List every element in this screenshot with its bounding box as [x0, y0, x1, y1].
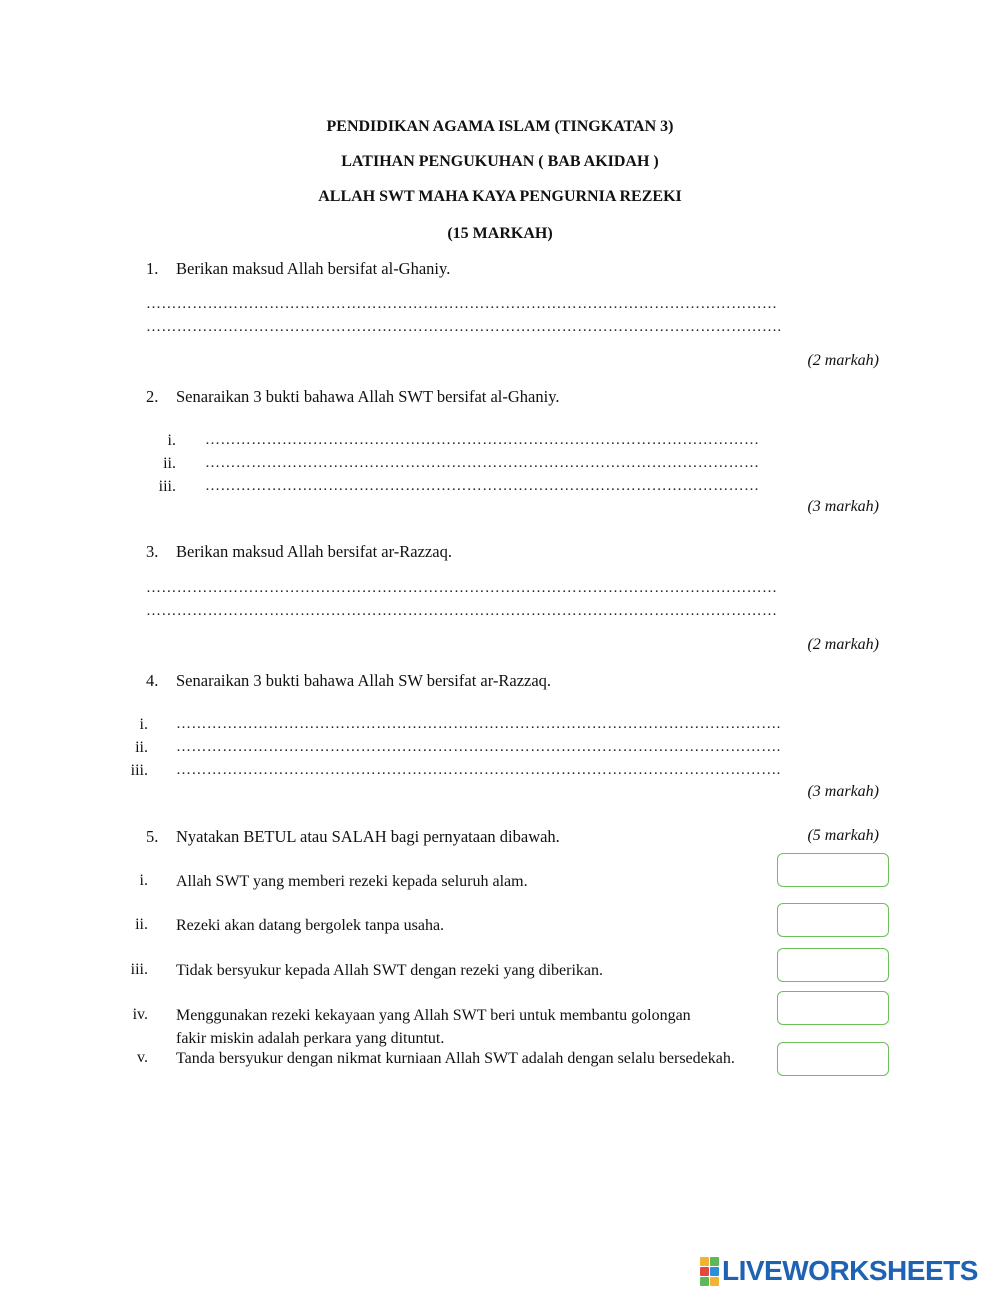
q5-statement-iv-text: Menggunakan rezeki kekayaan yang Allah SWT beri untuk membantu golongan fakir miskin adalah perkara yang dituntut.	[176, 1007, 691, 1047]
q5-answer-box-v[interactable]	[777, 1042, 889, 1076]
q3-answer-line-2[interactable]: ……………………………………………………………………………………………………………	[146, 603, 778, 619]
q4-item-ii-answer[interactable]: ……………………………………………………………………………………………………….	[176, 739, 781, 755]
q5-statement-v-label: v.	[137, 1049, 148, 1066]
liveworksheets-logo	[700, 1256, 978, 1286]
logo-blocks-icon	[700, 1257, 719, 1286]
q5-statement-v-text: Tanda bersyukur dengan nikmat kurniaan Allah SWT adalah dengan selalu bersedekah.	[176, 1050, 735, 1067]
header-title: PENDIDIKAN AGAMA ISLAM (TINGKATAN 3)	[326, 118, 674, 135]
q3-number: 3.	[146, 542, 159, 561]
q2-marks: (3 markah)	[807, 498, 879, 515]
q4-item-i-label: i.	[139, 716, 148, 733]
q2-item-ii-label: ii.	[163, 455, 176, 472]
q5-statement-iii-text: Tidak bersyukur kepada Allah SWT dengan rezeki yang diberikan.	[176, 962, 603, 979]
q4-text: Senaraikan 3 bukti bahawa Allah SW bersifat ar-Razzaq.	[176, 671, 552, 690]
q3-text: Berikan maksud Allah bersifat ar-Razzaq.	[176, 542, 452, 561]
q5-answer-box-ii[interactable]	[777, 903, 889, 937]
q5-statement-i-text: Allah SWT yang memberi rezeki kepada seluruh alam.	[176, 873, 528, 890]
q5-statement-i-label: i.	[139, 872, 148, 889]
q5-answer-box-iv[interactable]	[777, 991, 889, 1025]
q1-marks: (2 markah)	[807, 352, 879, 369]
q5-statement-iii-label: iii.	[130, 961, 148, 978]
logo-text: LIVEWORKSHEETS	[722, 1255, 978, 1286]
q2-item-ii-answer[interactable]: ………………………………………………………………………………………………	[205, 455, 760, 471]
header-topic: ALLAH SWT MAHA KAYA PENGURNIA REZEKI	[318, 188, 682, 205]
q2-item-iii-label: iii.	[158, 478, 176, 495]
q1-answer-line-1[interactable]: ……………………………………………………………………………………………………………	[146, 296, 778, 312]
q5-statement-iv-label: iv.	[132, 1006, 148, 1023]
q5-marks: (5 markah)	[807, 827, 879, 844]
q5-number: 5.	[146, 827, 159, 846]
q5-statement-ii-text: Rezeki akan datang bergolek tanpa usaha.	[176, 917, 445, 934]
q4-item-iii-label: iii.	[130, 762, 148, 779]
header-total-marks: (15 MARKAH)	[447, 225, 553, 242]
q2-text: Senaraikan 3 bukti bahawa Allah SWT bersifat al-Ghaniy.	[176, 387, 560, 406]
q1-text: Berikan maksud Allah bersifat al-Ghaniy.	[176, 259, 451, 278]
q1-answer-line-2[interactable]: …………………………………………………………………………………………………………….	[146, 319, 782, 335]
q5-statement-ii-label: ii.	[135, 916, 148, 933]
q2-number: 2.	[146, 387, 159, 406]
q4-item-iii-answer[interactable]: ……………………………………………………………………………………………………….	[176, 762, 781, 778]
header-subtitle: LATIHAN PENGUKUHAN ( BAB AKIDAH )	[341, 153, 659, 170]
q5-answer-box-i[interactable]	[777, 853, 889, 887]
q1-number: 1.	[146, 259, 159, 278]
q3-answer-line-1[interactable]: ……………………………………………………………………………………………………………	[146, 580, 778, 596]
q2-item-iii-answer[interactable]: ………………………………………………………………………………………………	[205, 478, 760, 494]
q4-item-i-answer[interactable]: ……………………………………………………………………………………………………….	[176, 716, 781, 732]
q4-item-ii-label: ii.	[135, 739, 148, 756]
q2-item-i-label: i.	[167, 432, 176, 449]
q4-number: 4.	[146, 671, 159, 690]
q5-text: Nyatakan BETUL atau SALAH bagi pernyataan dibawah.	[176, 827, 560, 846]
q3-marks: (2 markah)	[807, 636, 879, 653]
q2-item-i-answer[interactable]: ………………………………………………………………………………………………	[205, 432, 760, 448]
q5-answer-box-iii[interactable]	[777, 948, 889, 982]
q4-marks: (3 markah)	[807, 783, 879, 800]
